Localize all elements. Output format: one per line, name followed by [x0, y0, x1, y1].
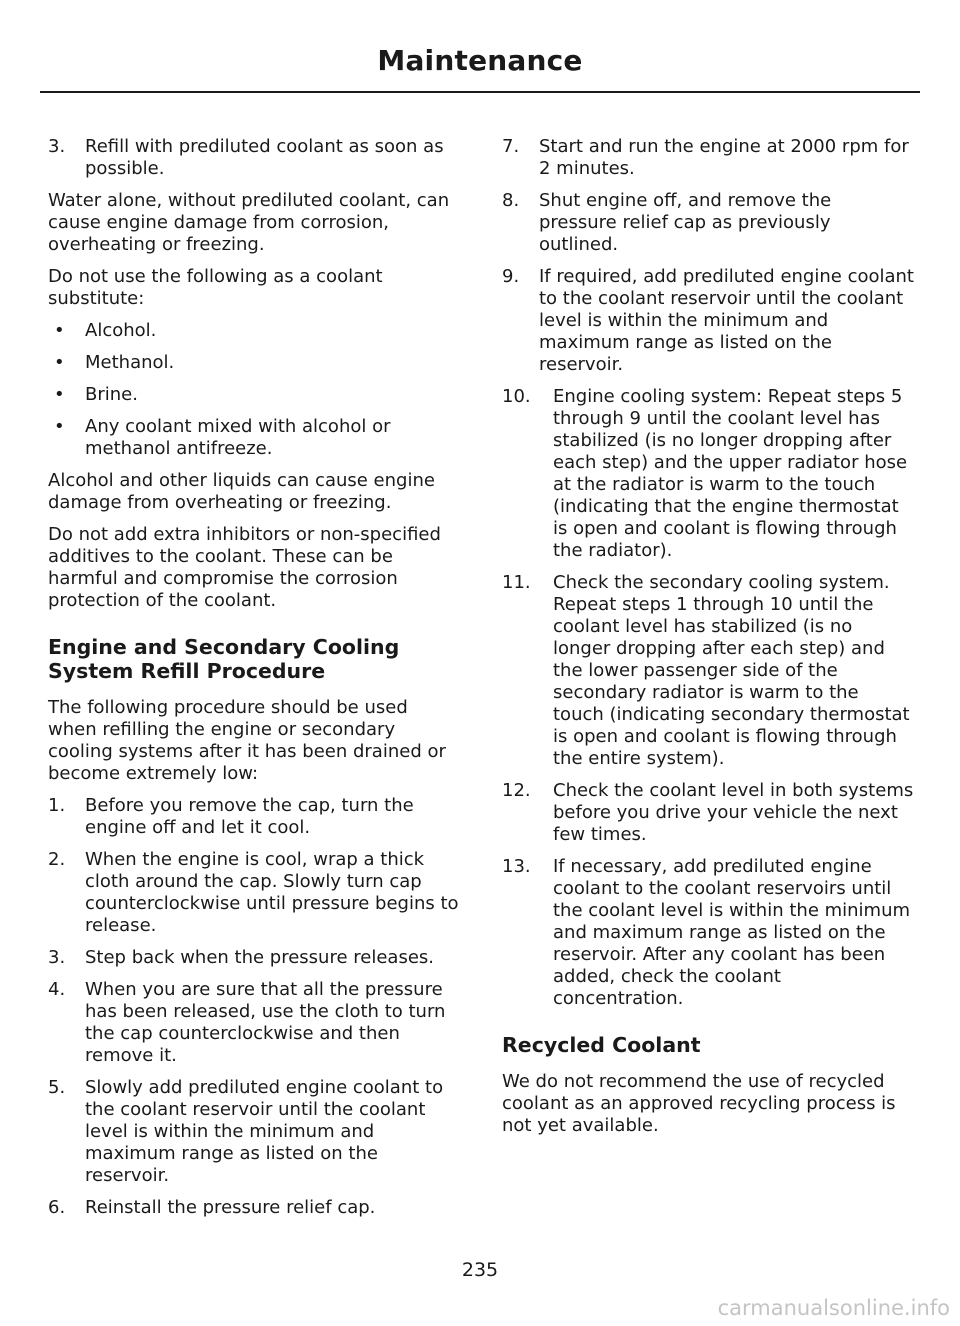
bullet-text: Brine.	[85, 384, 138, 405]
bullet-item	[48, 352, 462, 374]
paragraph-inhibitors-warning: Do not add extra inhibitors or non-specified additives to the coolant. These can be harmful and compromise the corrosion protection of the coolant.	[48, 524, 441, 611]
bullet-item	[48, 384, 462, 406]
list-item-step-3a	[48, 136, 462, 180]
step-text: Refill with prediluted coolant as soon as possible.	[85, 136, 444, 179]
list-item-step-12	[502, 780, 914, 846]
step-number: 3.	[48, 136, 66, 157]
list-item-step-13	[502, 856, 914, 1010]
list-item-step-8	[502, 190, 914, 256]
step-text: Reinstall the pressure relief cap.	[85, 1197, 376, 1218]
step-text: Before you remove the cap, turn the engine off and let it cool.	[85, 795, 414, 838]
list-item-step-3	[48, 947, 462, 969]
step-number: 3.	[48, 947, 66, 968]
step-number: 12.	[502, 780, 531, 801]
list-item-step-4	[48, 979, 462, 1067]
list-item-step-6	[48, 1197, 462, 1219]
section-heading-recycled-coolant: Recycled Coolant	[502, 1033, 701, 1057]
paragraph-procedure-intro: The following procedure should be used when refilling the engine or secondary cooling systems after it has been drained or become extremely low:	[48, 697, 446, 784]
section-heading-refill-procedure: Engine and Secondary Cooling System Refill Procedure	[48, 635, 400, 683]
step-number: 4.	[48, 979, 66, 1000]
paragraph-alcohol-warning: Alcohol and other liquids can cause engine damage from overheating or freezing.	[48, 470, 435, 513]
step-text: Check the secondary cooling system. Repeat steps 1 through 10 until the coolant level has stabilized (is no longer dropping after each step) and the lower passenger side of the secondary radiator is warm to the touch (indicating secondary thermostat is open and coolant is flowing through the entire system).	[553, 572, 910, 769]
step-number: 13.	[502, 856, 531, 877]
paragraph-water-alone: Water alone, without prediluted coolant, can cause engine damage from corrosion, overheating or freezing.	[48, 190, 450, 255]
list-item-step-2	[48, 849, 462, 937]
paragraph-coolant-substitute: Do not use the following as a coolant substitute:	[48, 266, 383, 309]
step-text: Slowly add prediluted engine coolant to the coolant reservoir until the coolant level is within the minimum and maximum range as listed on the reservoir.	[85, 1077, 444, 1186]
list-item-step-5	[48, 1077, 462, 1187]
list-item-step-11	[502, 572, 914, 770]
left-column	[48, 136, 462, 1229]
paragraph-recycled-coolant: We do not recommend the use of recycled coolant as an approved recycling process is not yet available.	[502, 1071, 896, 1136]
step-number: 11.	[502, 572, 531, 593]
step-number: 9.	[502, 266, 520, 287]
bullet-icon: •	[54, 320, 65, 341]
list-item-step-9	[502, 266, 914, 376]
step-text: Step back when the pressure releases.	[85, 947, 435, 968]
bullet-item	[48, 416, 462, 460]
step-number: 8.	[502, 190, 520, 211]
bullet-text: Methanol.	[85, 352, 175, 373]
step-number: 2.	[48, 849, 66, 870]
step-number: 6.	[48, 1197, 66, 1218]
list-item-step-1	[48, 795, 462, 839]
step-number: 5.	[48, 1077, 66, 1098]
list-item-step-10	[502, 386, 914, 562]
step-text: When the engine is cool, wrap a thick cloth around the cap. Slowly turn cap counterclockwise until pressure begins to release.	[85, 849, 459, 936]
bullet-icon: •	[54, 384, 65, 405]
header-divider	[40, 91, 920, 93]
bullet-icon: •	[54, 352, 65, 373]
step-number: 1.	[48, 795, 66, 816]
bullet-text: Alcohol.	[85, 320, 157, 341]
step-text: Check the coolant level in both systems before you drive your vehicle the next few times.	[553, 780, 914, 845]
right-column	[502, 136, 914, 1147]
step-text: If required, add prediluted engine coolant to the coolant reservoir until the coolant level is within the minimum and maximum range as listed on the reservoir.	[539, 266, 914, 375]
step-text: Start and run the engine at 2000 rpm for 2 minutes.	[539, 136, 909, 179]
page-title: Maintenance	[377, 44, 583, 77]
step-text: Engine cooling system: Repeat steps 5 through 9 until the coolant level has stabilized (is no longer dropping after each step) and the upper radiator hose at the radiator is warm to the touch (indicating that the engine thermostat is open and coolant is flowing through the radiator).	[553, 386, 908, 561]
step-text: When you are sure that all the pressure has been released, use the cloth to turn the cap counterclockwise and then remove it.	[85, 979, 446, 1066]
step-text: If necessary, add prediluted engine coolant to the coolant reservoirs until the coolant level is within the minimum and maximum range as listed on the reservoir. After any coolant has been added, check the coolant concentration.	[553, 856, 911, 1009]
bullet-icon: •	[54, 416, 65, 437]
watermark: carmanualsonline.info	[717, 1296, 950, 1320]
step-number: 10.	[502, 386, 531, 407]
step-text: Shut engine off, and remove the pressure relief cap as previously outlined.	[539, 190, 832, 255]
page-number: 235	[461, 1259, 499, 1281]
bullet-item	[48, 320, 462, 342]
step-number: 7.	[502, 136, 520, 157]
list-item-step-7	[502, 136, 914, 180]
bullet-text: Any coolant mixed with alcohol or methanol antifreeze.	[85, 416, 391, 459]
